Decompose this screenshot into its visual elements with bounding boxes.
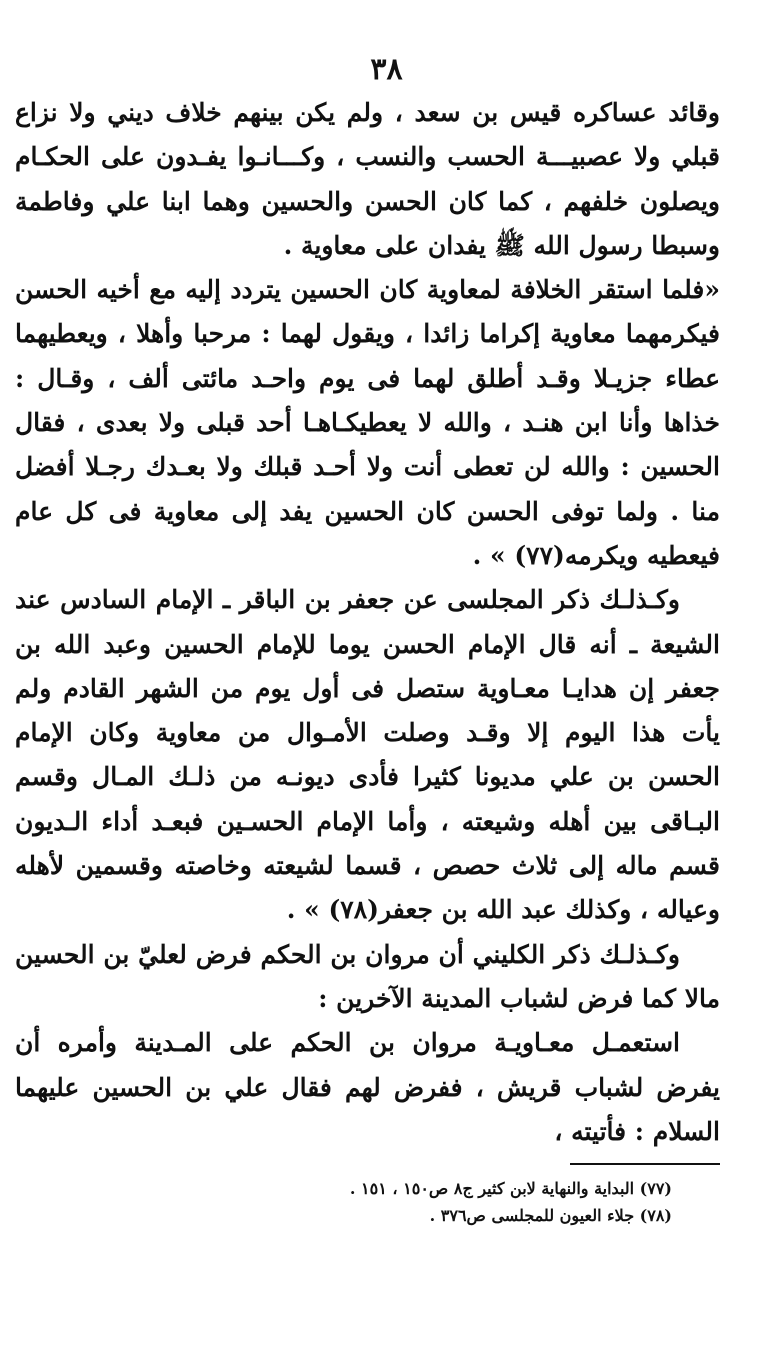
paragraph-2: «فلما استقر الخلافة لمعاوية كان الحسين يتردد إليه مع أخيه الحسن فيكرمهما معاوية إكراما زائدا ، ويقول لهما : مرحبا وأهلا ، ويعطيهما عطاء جزيـلا وقـد أطلق لهما فى يوم واحـد مائتى ألف ، وقـال : خذاها وأنا ابن هنـد ، والله لا يعطيكـاهـا أحد قبلى ولا بعدى ، فقال الحسين : والله لن تعطى أنت ولا أحـد قبلك ولا بعـدك رجـلا أفضل منا . ولما توفى الحسن كان الحسين يفد إلى معاوية فى كل عام فيعطيه ويكرمه(٧٧) » . xyxy=(15,275,720,570)
footnote-78: (٧٨) جلاء العيون للمجلسى ص٣٧٦ . xyxy=(429,1206,672,1225)
paragraph-1: وقائد عساكره قيس بن سعد ، ولم يكن بينهم خلاف ديني ولا نزاع قبلي ولا عصبيـــة الحسب والنسب ، وكـــانـوا يفـدون على الحكـام ويصلون خلفهم ، كما كان الحسن والحسين وهما ابنا علي وفاطمة وسبطا رسول الله ﷺ يفدان على معاوية . xyxy=(15,98,720,260)
paragraph-4: وكـذلـك ذكر الكليني أن مروان بن الحكم فرض لعليّ بن الحسين مالا كما فرض لشباب المدينة الآخرين : xyxy=(15,939,720,1013)
footnote-divider xyxy=(570,1163,720,1165)
body-text xyxy=(15,91,720,1154)
page-number: ٣٨ xyxy=(370,52,403,87)
paragraph-5: استعمـل معـاويـة مروان بن الحكم على المـدينة وأمره أن يفرض لشباب قريش ، ففرض لهم فقال علي بن الحسين عليهما السلام : فأتيته ، xyxy=(15,1028,720,1146)
paragraph-3: وكـذلـك ذكر المجلسى عن جعفر بن الباقر ـ الإمام السادس عند الشيعة ـ أنه قال الإمام الحسن يوما للإمام الحسين وعبد الله بن جعفر إن هدايـا معـاوية ستصل فى أول يوم من الشهر القادم ولم يأت هذا اليوم إلا وقـد وصلت الأمـوال من معاوية وكان الإمام الحسن بن علي مديونا كثيرا فأدى ديونـه من ذلـك المـال وقسم البـاقى بين أهله وشيعته ، وأما الإمام الحسـين فبعـد أداء الـديون قسم ماله إلى ثلاث حصص ، قسما لشيعته وخاصته وقسمين لأهله وعياله ، وكذلك عبد الله بن جعفر(٧٨) » . xyxy=(15,585,720,925)
footnote-77: (٧٧) البداية والنهاية لابن كثير ج٨ ص١٥٠ ، ١٥١ . xyxy=(349,1179,672,1198)
footnotes xyxy=(200,1175,672,1229)
